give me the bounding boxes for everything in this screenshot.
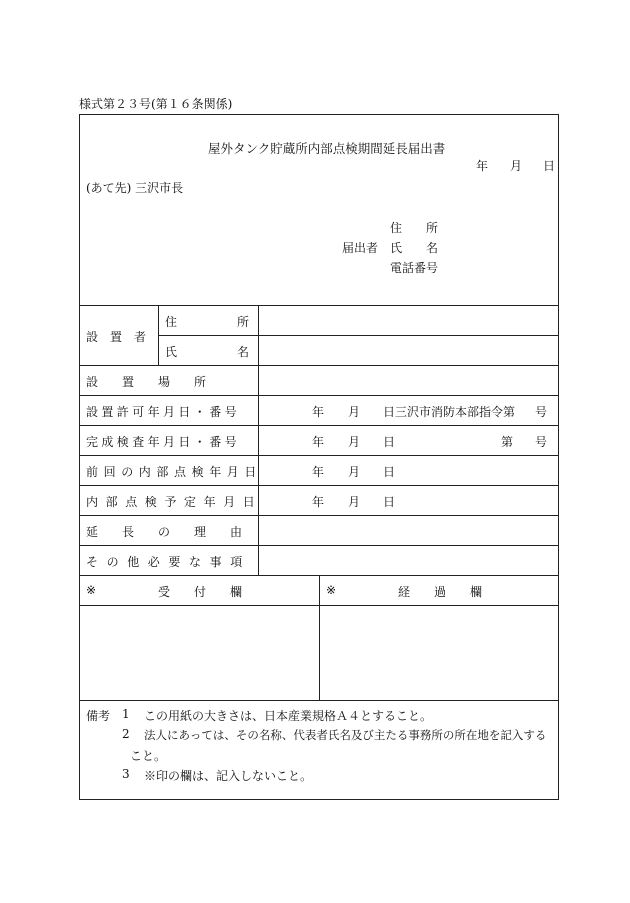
- reason-label: 延 長 の 理 由: [86, 525, 243, 539]
- divider: [80, 485, 558, 486]
- progress-mark: ※: [326, 583, 337, 597]
- notes-heading: 備考: [86, 709, 111, 723]
- other-label: その他必要な事項: [86, 555, 251, 569]
- completion-month: 月: [348, 435, 361, 449]
- divider: [319, 575, 320, 700]
- completion-dai: 第: [501, 435, 514, 449]
- installer-label-text: 設 置 者: [86, 330, 147, 344]
- installer-name-label: 氏 名: [165, 345, 250, 359]
- installer-name-field[interactable]: [260, 337, 557, 364]
- divider: [80, 455, 558, 456]
- divider: [158, 305, 159, 365]
- completion-label: 完成検査年月日・番号: [86, 435, 241, 449]
- last-inspection-label: 前回の内部点検年月日: [86, 465, 263, 479]
- form-title: 屋外タンク貯蔵所内部点検期間延長届出書: [208, 141, 446, 156]
- applicant-name-label: 氏 名: [390, 241, 439, 255]
- reception-mark: ※: [86, 583, 97, 597]
- divider: [80, 515, 558, 516]
- divider: [80, 425, 558, 426]
- completion-day: 日: [383, 435, 396, 449]
- note-number: 3: [122, 767, 130, 781]
- addressee: (あて先) 三沢市長: [86, 181, 184, 195]
- location-field[interactable]: [260, 367, 557, 394]
- installer-address-label: 住 所: [165, 315, 250, 329]
- date-day-label: 日: [543, 159, 556, 173]
- last-inspection-month: 月: [348, 465, 361, 479]
- planned-inspection-year: 年: [312, 495, 325, 509]
- applicant-address-label: 住 所: [390, 221, 439, 235]
- progress-label: 経 過 欄: [398, 585, 483, 599]
- note-number: 2: [122, 727, 130, 741]
- applicant-role-label: 届出者: [342, 241, 379, 255]
- note-text: ※印の欄は、記入しないこと。: [144, 769, 313, 783]
- form-number: 様式第２３号(第１６条関係): [79, 97, 233, 111]
- location-label: 設 置 場 所: [86, 375, 207, 389]
- installer-address-field[interactable]: [260, 307, 557, 334]
- note-text: 法人にあっては、その名称、代表者氏名及び主たる事務所の所在地を記入する: [144, 728, 547, 742]
- completion-number-suffix: 号: [535, 435, 548, 449]
- permit-month: 月: [348, 405, 361, 419]
- applicant-phone-label: 電話番号: [390, 261, 439, 275]
- permit-issuer: 三沢市消防本部指令第: [395, 405, 516, 419]
- date-month-label: 月: [510, 159, 523, 173]
- completion-year: 年: [312, 435, 325, 449]
- divider: [80, 700, 558, 701]
- date-year-label: 年: [476, 159, 489, 173]
- permit-number-suffix: 号: [535, 405, 548, 419]
- permit-label: 設置許可年月日・番号: [86, 405, 241, 419]
- divider: [80, 545, 558, 546]
- note-text: こと。: [130, 749, 167, 763]
- note-number: 1: [122, 707, 130, 721]
- reception-label: 受 付 欄: [158, 585, 243, 599]
- divider: [80, 365, 558, 366]
- planned-inspection-day: 日: [383, 495, 396, 509]
- application-form: [79, 114, 559, 800]
- reason-field[interactable]: [260, 517, 557, 544]
- divider: [80, 305, 558, 306]
- last-inspection-year: 年: [312, 465, 325, 479]
- divider: [158, 335, 558, 336]
- note-text: この用紙の大きさは、日本産業規格Ａ４とすること。: [144, 709, 433, 723]
- divider: [80, 395, 558, 396]
- planned-inspection-label: 内部点検予定年月日: [86, 495, 263, 509]
- permit-day: 日: [383, 405, 396, 419]
- permit-year: 年: [312, 405, 325, 419]
- last-inspection-day: 日: [383, 465, 396, 479]
- other-field[interactable]: [260, 547, 557, 574]
- planned-inspection-month: 月: [348, 495, 361, 509]
- divider: [258, 305, 259, 575]
- installer-label: [86, 328, 152, 345]
